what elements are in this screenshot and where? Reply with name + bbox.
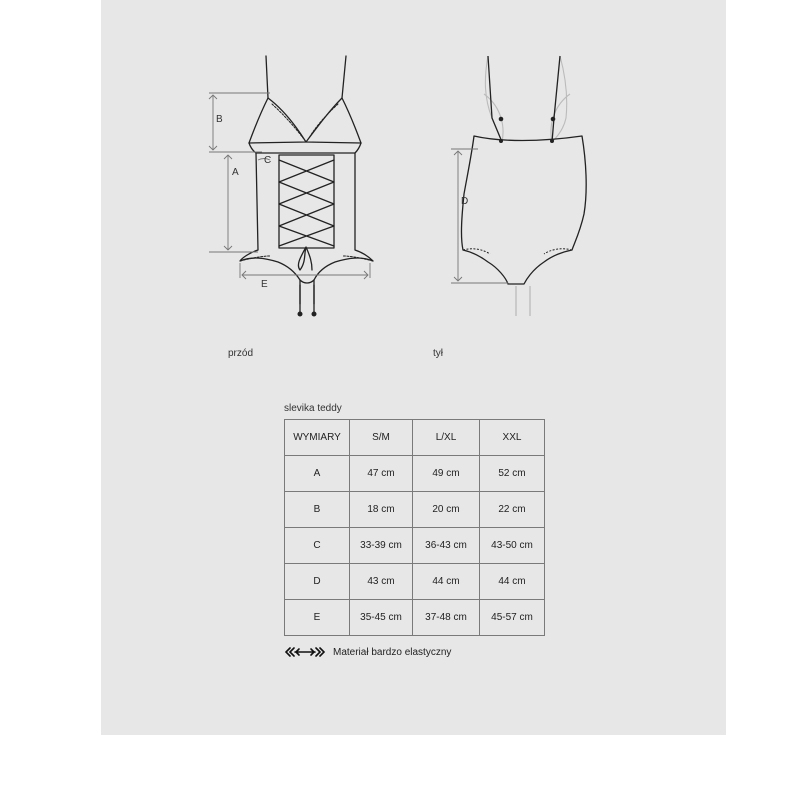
table-cell: 45-57 cm: [480, 600, 545, 636]
material-note-text: Materiał bardzo elastyczny: [333, 646, 452, 658]
table-cell: 22 cm: [480, 492, 545, 528]
table-row: [285, 492, 545, 528]
table-row: [285, 564, 545, 600]
header-cell: L/XL: [413, 420, 480, 456]
material-note: [285, 646, 451, 658]
header-cell: S/M: [350, 420, 413, 456]
table-cell: 36-43 cm: [413, 528, 480, 564]
dim-label-a: A: [232, 167, 239, 178]
front-view-caption: przód: [228, 348, 254, 359]
dim-label-d: D: [461, 196, 469, 207]
table-cell: 20 cm: [413, 492, 480, 528]
table-cell: 33-39 cm: [350, 528, 413, 564]
table-cell: 44 cm: [413, 564, 480, 600]
lacing-tie: [298, 247, 312, 270]
table-row: [285, 600, 545, 636]
table-row: [285, 456, 545, 492]
front-right-strap: [342, 56, 346, 98]
table-cell: 35-45 cm: [350, 600, 413, 636]
dim-label-e: E: [261, 279, 268, 290]
table-cell: E: [285, 600, 350, 636]
table-cell: 49 cm: [413, 456, 480, 492]
table-row: [285, 528, 545, 564]
table-cell: B: [285, 492, 350, 528]
back-view-caption: tył: [433, 348, 443, 359]
back-body: [461, 136, 586, 284]
table-cell: A: [285, 456, 350, 492]
table-cell: 18 cm: [350, 492, 413, 528]
table-cell: 37-48 cm: [413, 600, 480, 636]
header-cell: XXL: [480, 420, 545, 456]
front-left-cup: [249, 98, 306, 143]
table-cell: 47 cm: [350, 456, 413, 492]
table-cell: 43-50 cm: [480, 528, 545, 564]
table-cell: D: [285, 564, 350, 600]
dim-label-b: B: [216, 114, 223, 125]
front-right-cup: [306, 98, 361, 143]
front-body-left: [240, 143, 300, 304]
table-cell: 44 cm: [480, 564, 545, 600]
elastic-material-icon: [285, 646, 325, 658]
size-table-title: slevika teddy: [284, 403, 342, 414]
table-header-row: [285, 420, 545, 456]
size-table: [284, 419, 545, 636]
front-body-right: [314, 143, 373, 304]
dim-label-c: C: [264, 155, 272, 166]
table-cell: C: [285, 528, 350, 564]
front-left-strap: [266, 56, 268, 98]
header-cell: WYMIARY: [285, 420, 350, 456]
corset-lacing: [279, 160, 334, 246]
table-cell: 43 cm: [350, 564, 413, 600]
table-cell: 52 cm: [480, 456, 545, 492]
